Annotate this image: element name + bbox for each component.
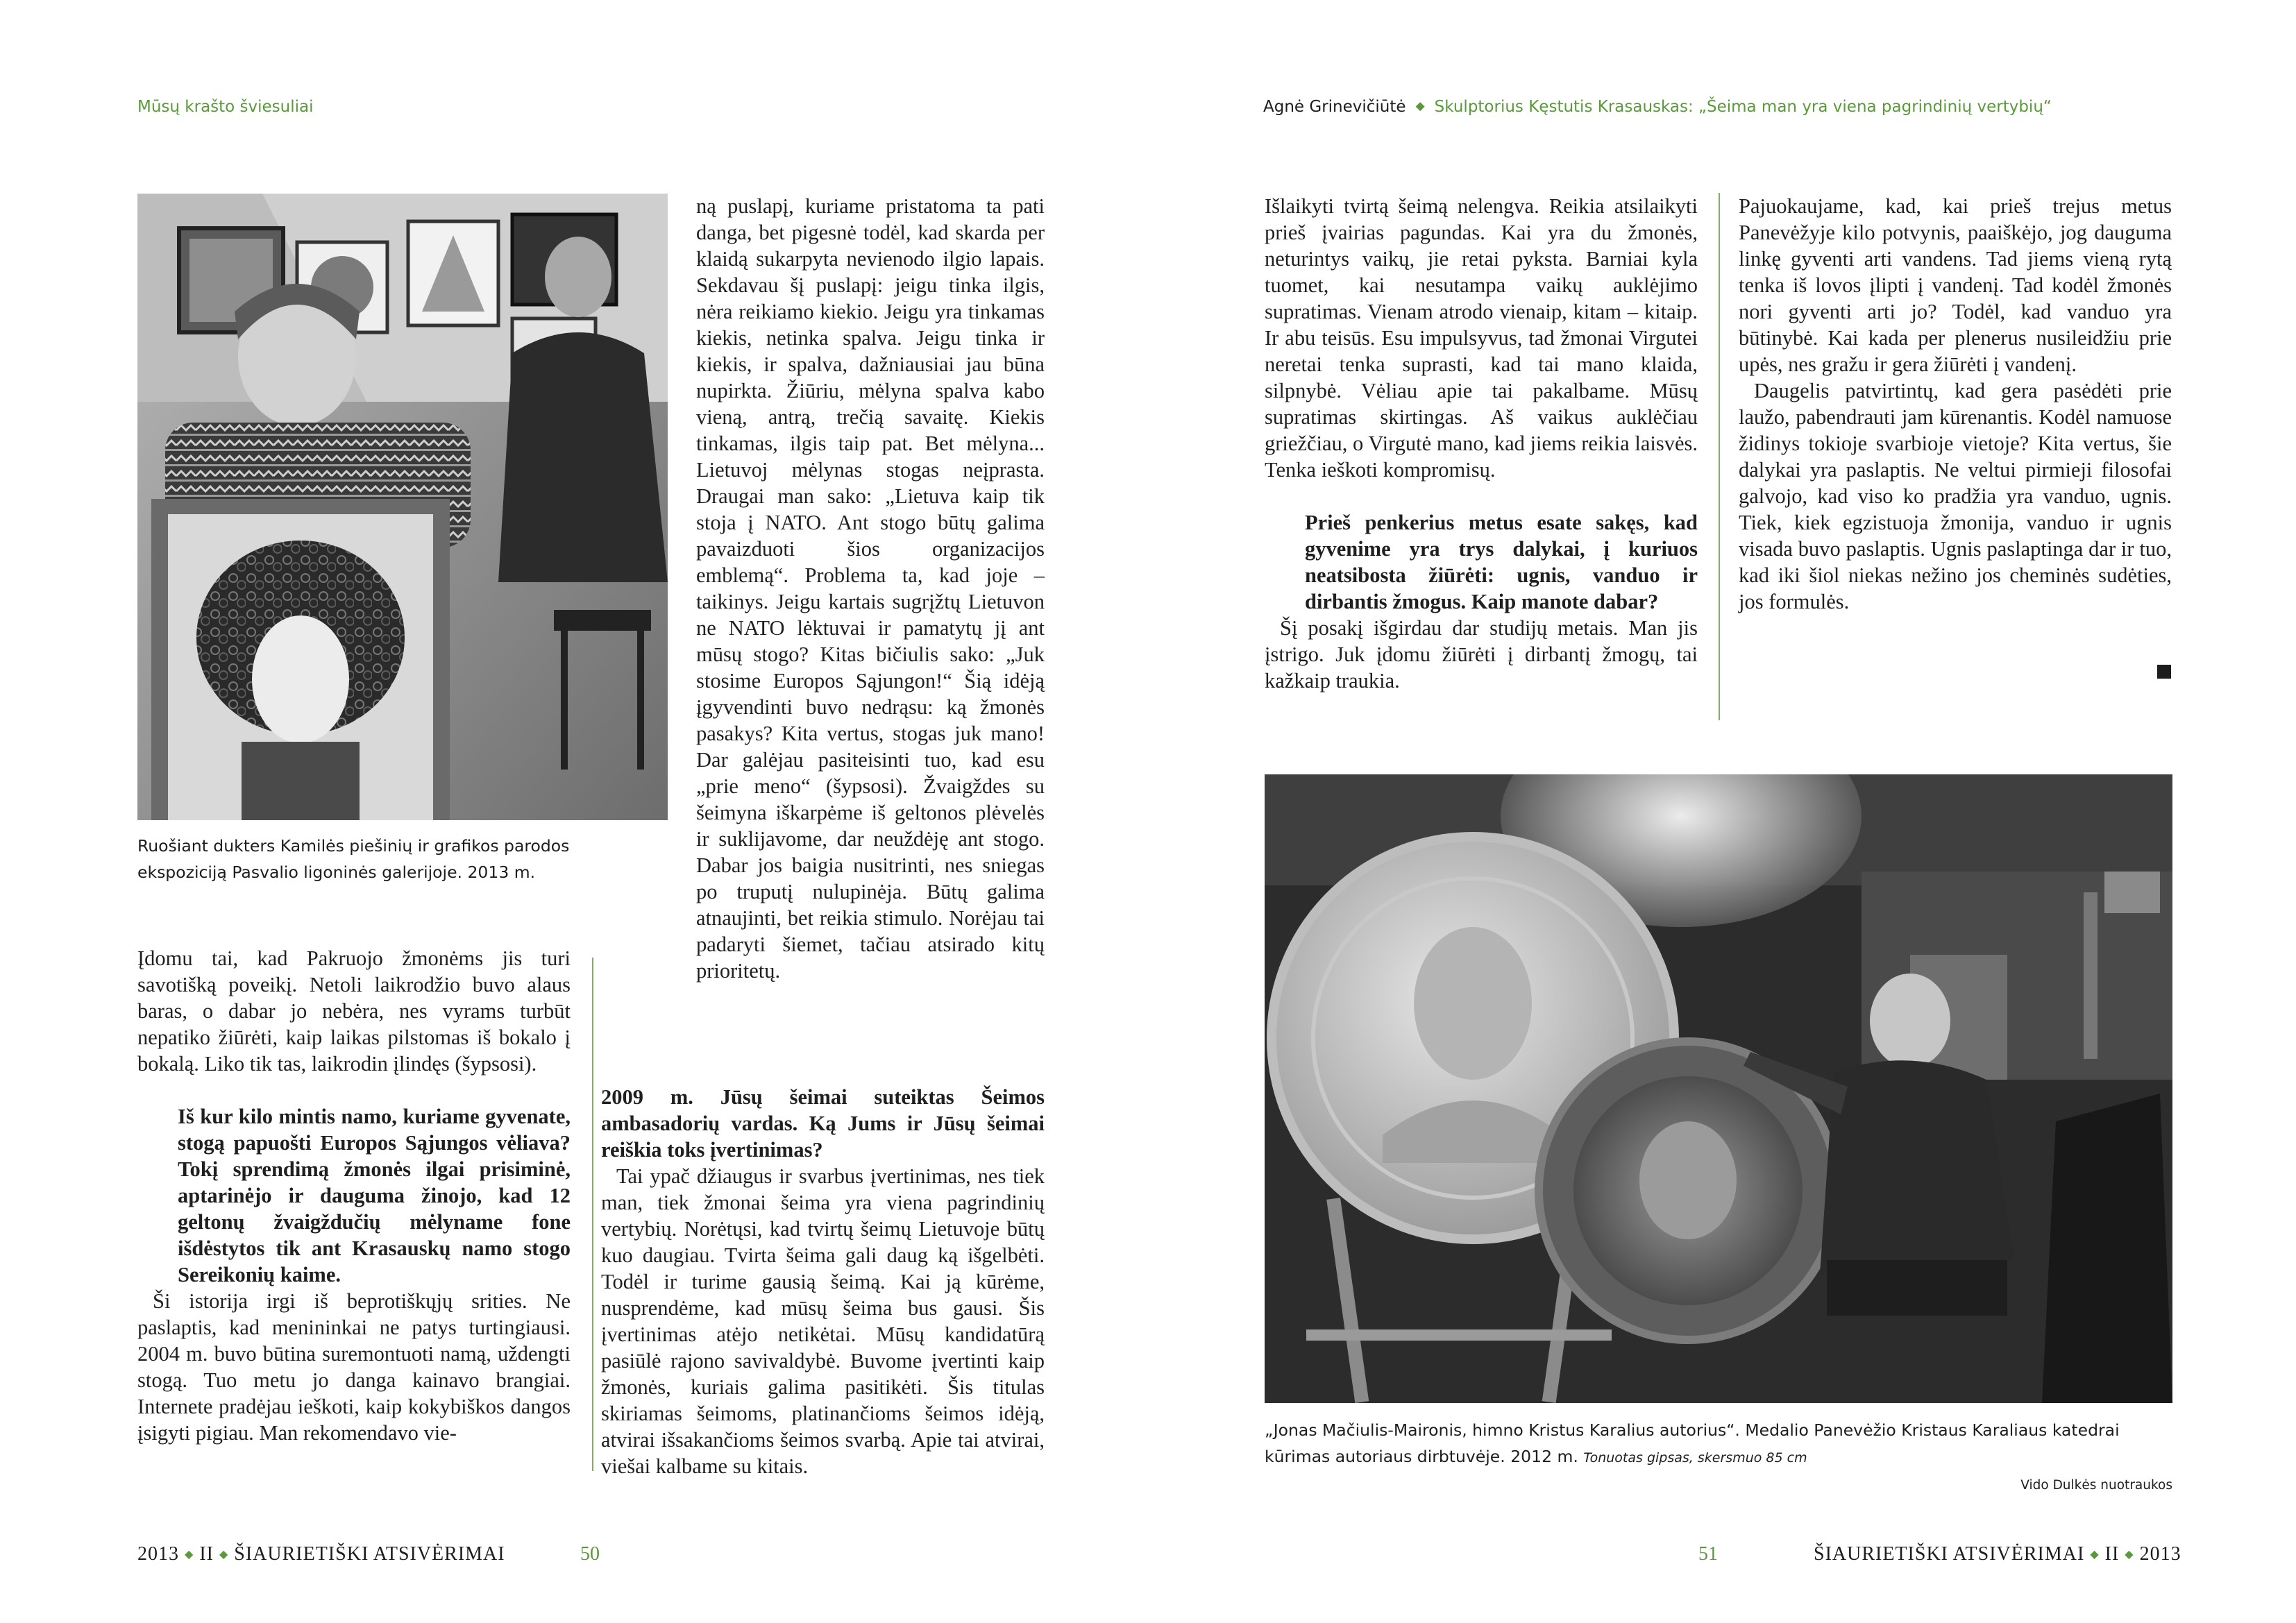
left-column-2-top [696,193,1045,984]
paragraph: Pajuokaujame, kad, kai prieš trejus metus Panevėžyje kilo potvynis, paaiškėjo, jog dauguma linkę gyventi arti vandens. Tad jiems vieną rytą tenka iš lovos įlipti į vandenį. Tad kodėl žmonės nori gyventi arti jo? Todėl, kad vanduo yra būtinybė. Kai kada per plenerus nusileidžiu prie upės, nes gražu ir gera žiūrėti į vandenį. [1739,194,2172,376]
diamond-icon: ◆ [2125,1549,2134,1561]
caption-italic-note: Tonuotas gipsas, skersmuo 85 cm [1583,1450,1807,1465]
diamond-icon: ◆ [185,1549,194,1561]
workshop-photo [1265,774,2172,1403]
caption-text: „Jonas Mačiulis-Maironis, himno Kristus Karalius autorius“. Medalio Panevėžio Kristaus Karaliaus katedrai kūrimas autoriaus dirbtuvėje. 2012 m. [1265,1420,2120,1466]
diamond-icon: ◆ [1415,99,1425,113]
workshop-photo-caption [1265,1417,2174,1471]
end-square-icon [2157,665,2171,679]
column-rule [592,958,593,1471]
article-title: Skulptorius Kęstutis Krasauskas: „Šeima man yra viena pagrindinių vertybių“ [1434,98,2052,116]
paragraph: Šį posakį išgirdau dar studijų metais. Man jis įstrigo. Juk įdomu žiūrėti į dirbantį žmogų, tai kažkaip traukia. [1265,616,1698,692]
column-rule [1719,193,1720,720]
paragraph: Ši istorija irgi iš beprotiškųjų srities. Ne paslaptis, kad menininkai ne patys turtingiausi. 2004 m. buvo būtina suremontuoti namą, uždengti stogą. Tuo metu jo danga kainavo brangiai. Internete pradėjau ieškoti, kaip kokybiškos dangos įsigyti pigiau. Man rekomendavo vie- [137,1289,571,1445]
left-footer [137,1543,505,1565]
section-header: Mūsų krašto šviesuliai [137,98,314,116]
diamond-icon: ◆ [2090,1549,2100,1561]
photo-credit: Vido Dulkės nuotraukos [2020,1478,2172,1493]
footer-issue: II [199,1543,214,1565]
workshop-photo-graphic [1265,774,2172,1403]
article-header [1263,98,2052,116]
interview-question: Iš kur kilo mintis namo, kuriame gyvenate, stogą papuošti Europos Sąjungos vėliava? Tokį sprendimą žmonės ilgai prisiminė, aptarinėjo ir dauguma žinojo, kad 12 geltonų žvaigždučių mėlyname fone išdėstytos tik ant Krasauskų namo stogo Sereikonių kaime. [178,1105,571,1286]
left-column-2-bottom [601,1084,1045,1479]
page-number-right: 51 [1698,1543,1718,1565]
paragraph: Išlaikyti tvirtą šeimą nelengva. Reikia atsilaikyti prieš įvairias pagundas. Kai yra du žmonės, neturintys vaikų, jie retai pyksta. Barniai kyla tuomet, kai nesutampa vaikų auklėjimo supratimas. Vienam atrodo vienaip, kitam – kitaip. Ir abu teisūs. Esu impulsyvus, tad žmonai Virgutei neretai tenka suprasti, kad tai mano klaida, silpnybė. Vėliau apie tai pakalbame. Mūsų supratimas skirtingas. Aš vaikus auklėčiau griežčiau, o Virgutė mano, kad jiems reikia laisvės. Tenka ieškoti kompromisų. [1265,194,1698,482]
paragraph: Įdomu tai, kad Pakruojo žmonėms jis turi savotišką poveikį. Netoli laikrodžio buvo alaus baras, o dabar jo nebėra, nes vyrams turbūt nepatiko žiūrėti, kaip laikas pilstomas iš bokalo į bokalą. Liko tik tas, laikrodin įlindęs (šypsosi). [137,946,571,1076]
exhibition-photo-caption: Ruošiant dukters Kamilės piešinių ir grafikos parodos ekspoziciją Pasvalio ligoninės galerijoje. 2013 m. [137,836,570,882]
footer-year: 2013 [137,1543,179,1565]
left-column-1 [137,945,571,1446]
interview-question: 2009 m. Jūsų šeimai suteiktas Šeimos ambasadorių vardas. Ką Jums ir Jūsų šeimai reiškia toks įvertinimas? [601,1085,1045,1162]
diamond-icon: ◆ [219,1549,229,1561]
footer-issue: II [2104,1543,2120,1565]
exhibition-photo [137,194,668,820]
exhibition-photo-graphic [137,194,668,820]
paragraph: Daugelis patvirtintų, kad gera pasėdėti prie laužo, pabendrauti jam kūrenantis. Kodėl namuose židinys tokioje svarbioje vietoje? Kita vertus, šie dalykai yra paslaptis. Ne veltui pirmieji filosofai galvojo, kad viso ko pradžia yra vanduo, ugnis. Tiek, kiek egzistuoja žmonija, vanduo ir ugnis visada buvo paslaptis. Ugnis paslaptinga dar ir tuo, kad iki šiol niekas nežino jos cheminės sudėties, jos formulės. [1739,379,2172,613]
right-column-2 [1739,193,2172,615]
right-column-1 [1265,193,1698,694]
footer-magazine: ŠIAURIETIŠKI ATSIVĖRIMAI [1814,1543,2085,1565]
author-name: Agnė Grinevičiūtė [1263,98,1406,116]
paragraph: ną puslapį, kuriame pristatoma ta pati danga, bet pigesnė todėl, kad skarda per klaidą sukarpyta nevienodo ilgio lapais. Sekdavau šį puslapį: jeigu tinka ilgis, nėra reikiamo kiekio. Jeigu yra tinkamas kiekis, netinka spalva. Jeigu tinka ir kiekis, ir spalva, dažniausiai jau būna nupirkta. Žiūriu, mėlyna spalva kabo vieną, antrą, trečią savaitę. Kiekis tinkamas, ilgis taip pat. Bet mėlyna... Lietuvoj mėlynas stogas neįprasta. Draugai man sako: „Lietuva kaip tik stoja į NATO. Ant stogo būtų galima pavaizduoti šios organizacijos emblemą“. Problema ta, kad joje – taikinys. Jeigu kartais sugrįžtų Lietuvon ne NATO lėktuvai ir pamatytų jį ant mūsų stogo? Kitas bičiulis sako: „Juk stosime Europos Sąjungon!“ Šią idėją įgyvendinti buvo nedrąsu: ką žmonės pasakys? Kita vertus, stogas juk mano! Dar galėjau pasiteisinti tuo, kad esu „prie meno“ (šypsosi). Žvaigždes su šeimyna iškarpėme iš geltonos plėvelės ir suklijavome, dar neuždėję ant stogo. Dabar jos baigia nusitrinti, nes sniegas po truputį nulupinėja. Būtų galima atnaujinti, bet reikia stimulo. Norėjau tai padaryti šiemet, tačiau atsirado kitų prioritetų. [696,194,1045,983]
footer-year: 2013 [2139,1543,2181,1565]
footer-magazine: ŠIAURIETIŠKI ATSIVĖRIMAI [234,1543,505,1565]
paragraph: Tai ypač džiaugus ir svarbus įvertinimas, nes tiek man, tiek žmonai šeima yra viena pagrindinių vertybių. Norėtųsi, kad tvirtų šeimų Lietuvoje būtų kuo daugiau. Tvirta šeima gali daug ką išgelbėti. Todėl ir turime gausią šeimą. Kai ją kūrėme, nusprendėme, kad mūsų šeima bus gausi. Šis įvertinimas atėjo netikėtai. Mūsų kandidatūrą pasiūlė rajono savivaldybė. Buvome įvertinti kaip žmonės, kuriais galima pasitikėti. Šis titulas skiriamas šeimoms, platinančioms šeimos idėją, atvirai išsakančioms šeimos svarbą. Apie tai atvirai, viešai kalbame su kitais. [601,1164,1045,1478]
right-footer [1814,1543,2181,1565]
page-number-left: 50 [580,1543,600,1565]
interview-question: Prieš penkerius metus esate sakęs, kad gyvenime yra trys dalykai, į kuriuos neatsibosta žiūrėti: ugnis, vanduo ir dirbantis žmogus. Kaip manote dabar? [1305,511,1698,613]
